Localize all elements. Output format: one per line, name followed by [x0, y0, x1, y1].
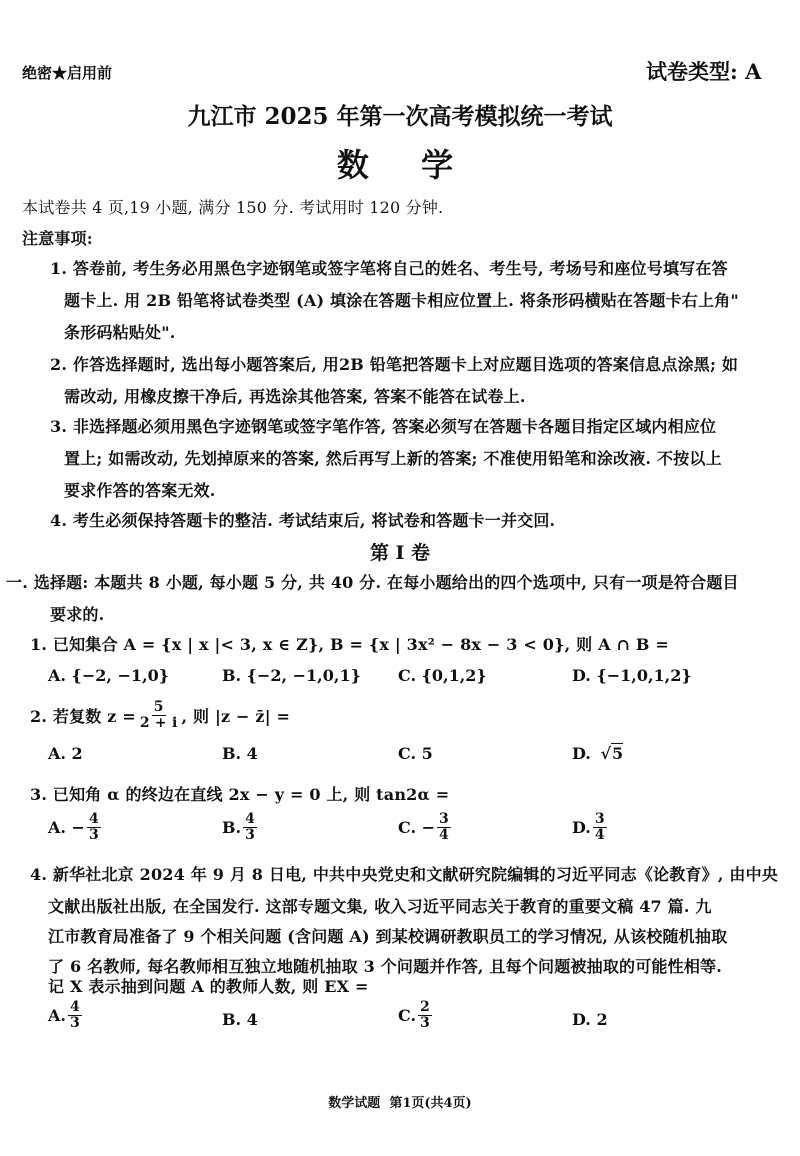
q3-option-c-frac [437, 812, 451, 842]
note-line: 条形码粘贴处". [64, 323, 176, 342]
q3-option-b-label: B. [222, 817, 242, 837]
q2-fraction [138, 700, 180, 730]
question-4-line: 江市教育局准备了 9 个相关问题 (含问题 A) 到某校调研教职员工的学习情况, 从该校随机抽取 [48, 927, 728, 946]
q1-option-d: D. {−1,0,1,2} [572, 666, 692, 685]
q3-option-c [398, 812, 453, 842]
q4-option-c-frac [418, 1000, 432, 1030]
q4-option-c [398, 1000, 434, 1030]
q4-option-a-frac [68, 1000, 82, 1030]
note-line: 4. 考生必须保持答题卡的整洁. 考试结束后, 将试卷和答题卡一并交回. [50, 511, 556, 530]
confidential-label: 绝密★启用前 [22, 64, 113, 82]
frac-den: 3 [88, 826, 99, 843]
frac-den: 4 [594, 826, 605, 843]
subject-title: 数 学 [336, 146, 464, 184]
q4-option-c-label: C. [398, 1005, 417, 1025]
q4-option-d: D. 2 [572, 1010, 608, 1029]
note-line: 3. 非选择题必须用黑色字迹钢笔或签字笔作答, 答案必须写在答题卡各题目指定区域内相应位 [50, 417, 717, 436]
frac-num: 2 [420, 999, 430, 1015]
q4-option-a [48, 1000, 84, 1030]
q1-option-b: B. {−2, −1,0,1} [222, 666, 361, 685]
section-header-cont: 要求的. [50, 605, 105, 624]
note-line: 置上; 如需改动, 先划掉原来的答案, 然后再写上新的答案; 不准使用铅笔和涂改液. 不按以上 [64, 449, 722, 468]
q1-option-a: A. {−2, −1,0} [48, 666, 170, 685]
q3-option-c-label: C. − [398, 817, 435, 837]
page-footer: 数学试题 第1页(共4页) [328, 1096, 472, 1111]
question-4-line: 文献出版社出版, 在全国发行. 这部专题文集, 收入习近平同志关于教育的重要文稿 47 篇. 九 [48, 897, 712, 916]
sqrt-symbol: √ [600, 744, 611, 763]
volume-title: 第 Ⅰ 卷 [369, 542, 431, 564]
q3-option-a-frac [87, 812, 101, 842]
note-line: 1. 答卷前, 考生务必用黑色字迹钢笔或签字笔将自己的姓名、考生号, 考场号和座位号填写在答 [50, 259, 728, 278]
note-line: 需改动, 用橡皮擦干净后, 再选涂其他答案, 答案不能答在试卷上. [64, 387, 526, 406]
q2-option-d-value: 5 [611, 744, 624, 763]
q4-option-a-label: A. [48, 1005, 66, 1025]
q2-option-c: C. 5 [398, 744, 433, 763]
question-4-line: 了 6 名教师, 每名教师相互独立地随机抽取 3 个问题并作答, 且每个问题被抽取的可能性相等. [48, 957, 722, 976]
q2-stem-prefix: 2. 若复数 z = [30, 706, 136, 726]
q2-frac-den: 2 + i [139, 714, 178, 731]
frac-num: 3 [439, 811, 449, 827]
question-2-stem [30, 700, 290, 730]
frac-num: 4 [245, 811, 255, 827]
frac-num: 3 [594, 811, 605, 827]
q2-option-d [572, 744, 623, 763]
question-4-line: 记 X 表示抽到问题 A 的教师人数, 则 EX = [48, 977, 369, 996]
q2-frac-num: 5 [153, 699, 164, 715]
note-line: 要求作答的答案无效. [64, 481, 216, 500]
q3-option-b [222, 812, 259, 842]
notes-title: 注意事项: [22, 229, 93, 248]
q3-option-d-label: D. [572, 817, 591, 837]
q2-stem-suffix: , 则 |z − z̄| = [181, 706, 291, 726]
question-4-line: 4. 新华社北京 2024 年 9 月 8 日电, 中共中央党史和文献研究院编辑的习近平同志《论教育》, 由中央 [30, 865, 778, 884]
question-3-stem: 3. 已知角 α 的终边在直线 2x − y = 0 上, 则 tan2α = [30, 785, 450, 804]
q2-option-b: B. 4 [222, 744, 258, 763]
q3-option-d-frac [593, 812, 607, 842]
question-1-stem: 1. 已知集合 A = {x | x |< 3, x ∈ Z}, B = {x | 3x² − 8x − 3 < 0}, 则 A ∩ B = [30, 635, 669, 654]
q4-option-b: B. 4 [222, 1010, 258, 1029]
frac-den: 3 [69, 1014, 80, 1031]
q2-option-a: A. 2 [48, 744, 83, 763]
q3-option-a-label: A. − [48, 817, 85, 837]
intro-text: 本试卷共 4 页,19 小题, 满分 150 分. 考试用时 120 分钟. [22, 198, 444, 217]
q3-option-d [572, 812, 609, 842]
exam-title: 九江市 2025 年第一次高考模拟统一考试 [187, 103, 613, 130]
note-line: 2. 作答选择题时, 选出每小题答案后, 用2B 铅笔把答题卡上对应题目选项的答案信息点涂黑; 如 [50, 355, 739, 374]
frac-num: 4 [69, 999, 80, 1015]
paper-type-label: 试卷类型: A [646, 59, 762, 84]
note-line: 题卡上. 用 2B 铅笔将试卷类型 (A) 填涂在答题卡相应位置上. 将条形码横贴在答题卡右上角" [64, 291, 739, 310]
frac-den: 4 [439, 826, 449, 843]
q3-option-a [48, 812, 103, 842]
q3-option-b-frac [243, 812, 257, 842]
frac-num: 4 [88, 811, 99, 827]
frac-den: 3 [420, 1014, 430, 1031]
section-header: 一. 选择题: 本题共 8 小题, 每小题 5 分, 共 40 分. 在每小题给出的四个选项中, 只有一项是符合题目 [6, 573, 739, 592]
q1-option-c: C. {0,1,2} [398, 666, 487, 685]
frac-den: 3 [245, 826, 255, 843]
q2-option-d-label: D. [572, 744, 591, 763]
